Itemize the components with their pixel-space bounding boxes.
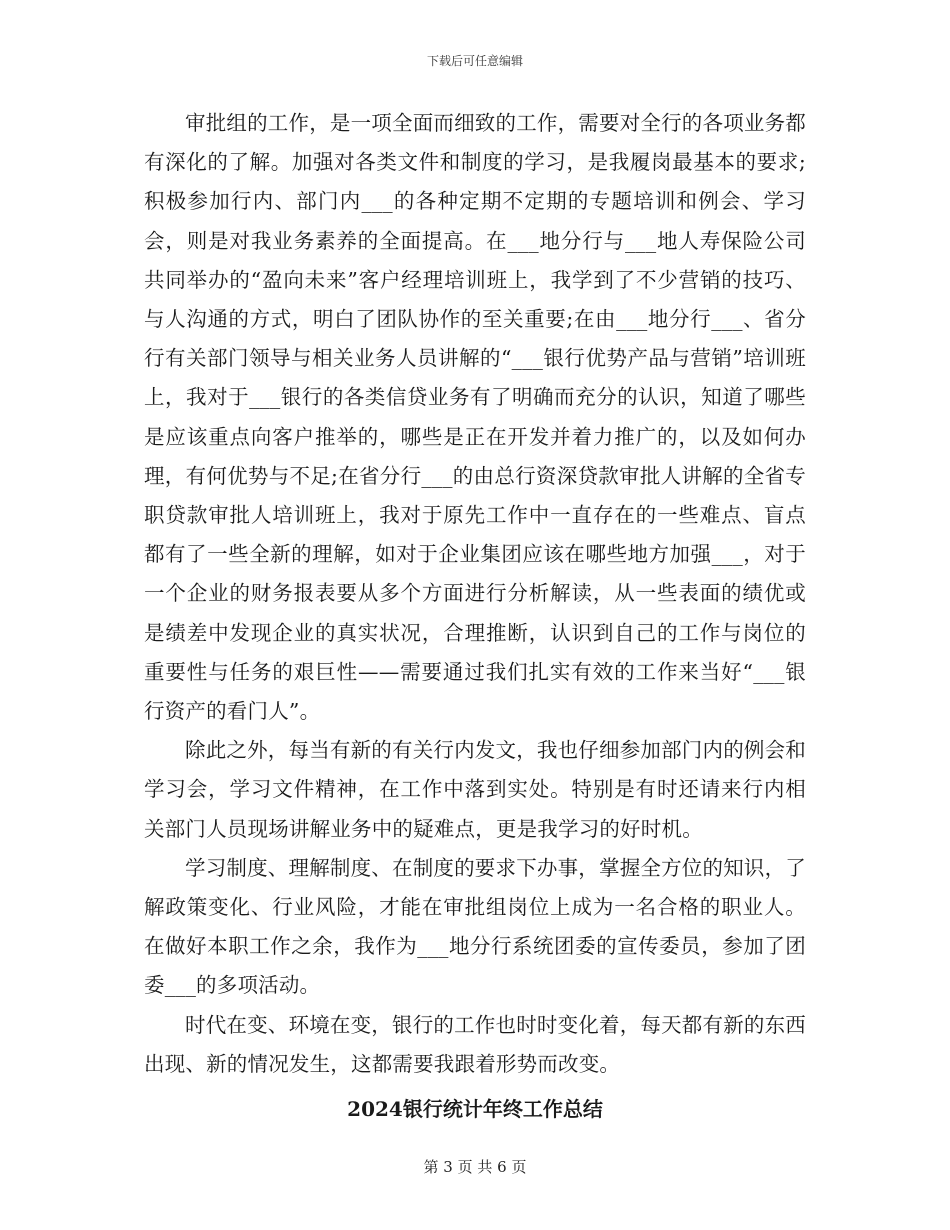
page-header: 下载后可任意编辑 [426, 54, 523, 68]
paragraph-regulations: 学习制度、理解制度、在制度的要求下办事，掌握全方位的知识，了解政策变化、行业风险，才能在审批组岗位上成为一名合格的职业人。在做好本职工作之余，我作为___地分行系统团委的宣传委员，参加了团委___的多项活动。 [144, 855, 806, 998]
paragraph-training: 审批组的工作，是一项全面而细致的工作，需要对全行的各项业务都有深化的了解。加强对各类文件和制度的学习，是我履岗最基本的要求;积极参加行内、部门内___的各种定期不定期的专题培训和例会、学习会，则是对我业务素养的全面提高。在___地分行与___地人寿保险公司共同举办的“盈向未来”客户经理培训班上，我学到了不少营销的技巧、与人沟通的方式，明白了团队协作的至关重要;在由___地分行___、省分行有关部门领导与相关业务人员讲解的“___银行优势产品与营销”培训班上，我对于___银行的各类信贷业务有了明确而充分的认识，知道了哪些是应该重点向客户推举的，哪些是正在开发并着力推广的，以及如何办理，有何优势与不足;在省分行___的由总行资深贷款审批人讲解的全省专职贷款审批人培训班上，我对于原先工作中一直存在的一些难点、盲点都有了一些全新的理解，如对于企业集团应该在哪些地方加强___，对于一个企业的财务报表要从多个方面进行分析解读，从一些表面的绩优或是绩差中发现企业的真实状况，合理推断，认识到自己的工作与岗位的重要性与任务的艰巨性——需要通过我们扎实有效的工作来当好“___银行资产的看门人”。 [144, 111, 806, 724]
page-number: 第 3 页 共 6 页 [423, 1158, 527, 1176]
paragraph-change: 时代在变、环境在变，银行的工作也时时变化着，每天都有新的东西出现、新的情况发生，这都需要我跟着形势而改变。 [144, 1012, 806, 1076]
section-title: 2024银行统计年终工作总结 [347, 1097, 603, 1122]
paragraph-meetings: 除此之外，每当有新的有关行内发文，我也仔细参加部门内的例会和学习会，学习文件精神，在工作中落到实处。特别是有时还请来行内相关部门人员现场讲解业务中的疑难点，更是我学习的好时机。 [144, 738, 806, 841]
document-body [144, 104, 806, 1128]
